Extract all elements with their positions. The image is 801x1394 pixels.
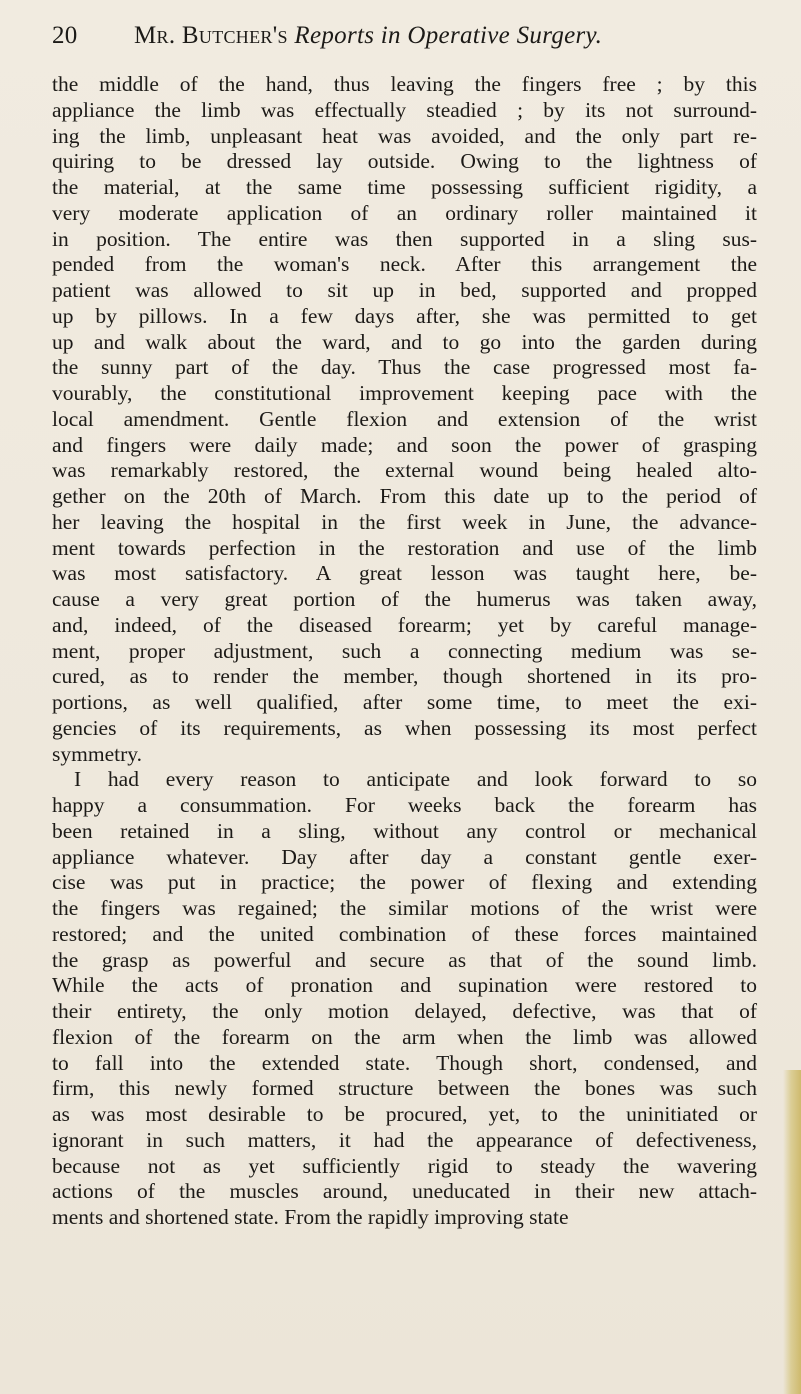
text-line: cause a very great portion of the humerus was taken away, [52, 587, 757, 611]
text-line: very moderate application of an ordinary roller maintained it [52, 200, 757, 225]
page-number: 20 [52, 22, 78, 49]
text-line: local amendment. Gentle flexion and extension of the wrist [52, 406, 757, 431]
text-line: up by pillows. In a few days after, she was permitted to get [52, 303, 757, 328]
text-line: flexion of the forearm on the arm when the limb was allowed [52, 1024, 757, 1049]
text-line: happy a consummation. For weeks back the forearm has [52, 793, 757, 817]
page-edge-stain [783, 1070, 801, 1394]
text-line: was most satisfactory. A great lesson was taught here, be- [52, 561, 757, 586]
text-line: the grasp as powerful and secure as that of the sound limb. [52, 947, 757, 972]
text-line: the material, at the same time possessing sufficient rigidity, a [52, 175, 757, 199]
text-line: cise was put in practice; the power of flexing and extending [52, 870, 757, 895]
text-line: vourably, the constitutional improvement keeping pace with the [52, 381, 757, 405]
text-line: because not as yet sufficiently rigid to steady the wavering [52, 1153, 757, 1178]
text-line: firm, this newly formed structure between the bones was such [52, 1076, 757, 1101]
text-line: quiring to be dressed lay outside. Owing to the lightness of [52, 149, 757, 174]
text-line: ignorant in such matters, it had the appearance of defectiveness, [52, 1127, 757, 1152]
text-line: the fingers was regained; the similar motions of the wrist were [52, 896, 757, 920]
text-line: ment, proper adjustment, such a connecting medium was se- [52, 638, 757, 663]
text-line: the middle of the hand, thus leaving the fingers free ; by this [52, 72, 757, 96]
text-line: as was most desirable to be procured, yet, to the uninitiated or [52, 1102, 757, 1126]
text-line: While the acts of pronation and supination were restored to [52, 973, 757, 998]
text-line: and, indeed, of the diseased forearm; yet by careful manage- [52, 612, 757, 637]
text-line: was remarkably restored, the external wound being healed alto- [52, 458, 757, 483]
text-line: pended from the woman's neck. After this arrangement the [52, 252, 757, 277]
text-line: gencies of its requirements, as when possessing its most perfect [52, 715, 757, 740]
body-text [52, 72, 757, 1231]
text-line: restored; and the united combination of these forces maintained [52, 921, 757, 946]
text-line: up and walk about the ward, and to go into the garden during [52, 329, 757, 354]
text-line: patient was allowed to sit up in bed, supported and propped [52, 278, 757, 302]
text-line: their entirety, the only motion delayed, defective, was that of [52, 999, 757, 1023]
text-line: to fall into the extended state. Though short, condensed, and [52, 1050, 757, 1075]
text-line: I had every reason to anticipate and look forward to so [74, 767, 757, 792]
text-line: in position. The entire was then supported in a sling sus- [52, 226, 757, 251]
text-line: ments and shortened state. From the rapidly improving state [52, 1205, 569, 1229]
text-line: appliance whatever. Day after day a constant gentle exer- [52, 844, 757, 869]
running-head-author: Mr. Butcher's [134, 22, 288, 49]
page-header [52, 22, 752, 62]
text-line: and fingers were daily made; and soon the power of grasping [52, 432, 757, 457]
text-line: cured, as to render the member, though shortened in its pro- [52, 664, 757, 689]
running-head-title: Reports in Operative Surgery. [294, 22, 603, 49]
text-line: appliance the limb was effectually steadied ; by its not surround- [52, 97, 757, 122]
text-line: been retained in a sling, without any control or mechanical [52, 818, 757, 843]
text-line: her leaving the hospital in the first week in June, the advance- [52, 509, 757, 534]
text-line: ment towards perfection in the restoration and use of the limb [52, 535, 757, 560]
text-line: portions, as well qualified, after some time, to meet the exi- [52, 690, 757, 714]
text-line: the sunny part of the day. Thus the case progressed most fa- [52, 355, 757, 380]
text-line: ing the limb, unpleasant heat was avoided, and the only part re- [52, 123, 757, 148]
text-line: gether on the 20th of March. From this date up to the period of [52, 484, 757, 508]
text-line: symmetry. [52, 741, 142, 766]
running-head [134, 22, 602, 50]
text-line: actions of the muscles around, uneducated in their new attach- [52, 1179, 757, 1204]
